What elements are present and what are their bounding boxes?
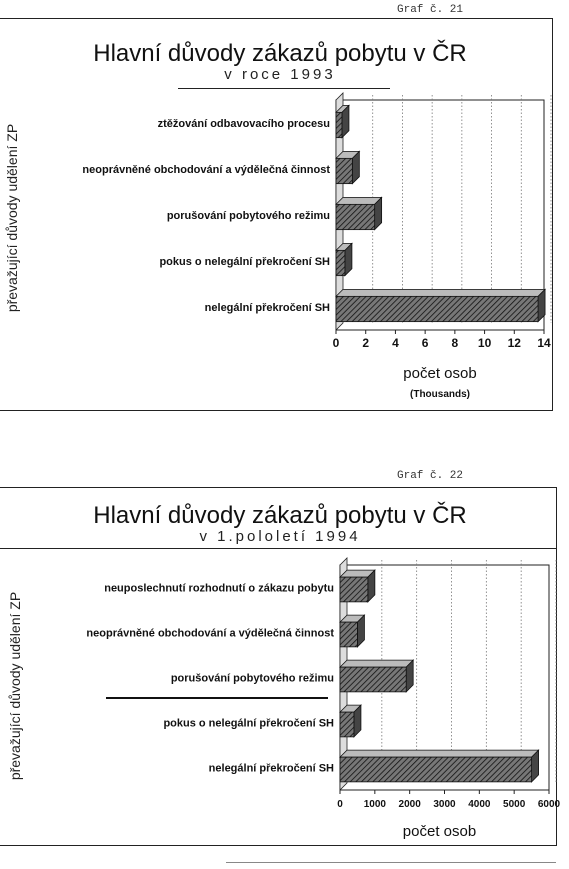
x-tick-label: 4000 — [468, 799, 491, 810]
category-label: pokus o nelegální překročení SH — [163, 717, 334, 730]
category-label: porušování pobytového režimu — [166, 210, 330, 222]
category-label: nelegální překročení SH — [208, 762, 334, 775]
y-axis-label: převažující důvody udělení ZP — [4, 123, 20, 313]
category-label: neoprávněné obchodování a výdělečná činnost — [82, 164, 330, 176]
category-label: neuposlechnutí rozhodnutí o zákazu pobytu — [104, 582, 334, 595]
category-label: ztěžování odbavovacího procesu — [157, 118, 330, 130]
x-tick-label: 12 — [507, 336, 521, 350]
graf-number-label: Graf č. 22 — [397, 470, 464, 482]
category-label: porušování pobytového režimu — [170, 672, 334, 685]
category-label: nelegální překročení SH — [204, 302, 330, 314]
category-label: neoprávněné obchodování a výdělečná činnost — [86, 627, 334, 640]
x-tick-label: 10 — [477, 336, 492, 350]
bar — [340, 577, 368, 602]
bar — [340, 757, 532, 782]
x-tick-label: 6000 — [537, 799, 561, 810]
x-tick-label: 0 — [337, 799, 343, 810]
x-tick-label: 1000 — [363, 799, 386, 810]
y-axis-label: převažující důvody udělení ZP — [7, 591, 23, 781]
x-tick-label: 14 — [537, 336, 551, 350]
page-rule — [226, 862, 556, 863]
chart-title: Hlavní důvody zákazů pobytu v ČR — [93, 502, 467, 529]
graf-number-label: Graf č. 21 — [397, 4, 464, 16]
x-tick-label: 4 — [392, 336, 399, 350]
x-tick-label: 0 — [332, 336, 340, 350]
x-tick-label: 2 — [362, 336, 370, 350]
bar — [340, 712, 354, 737]
category-label: pokus o nelegální překročení SH — [159, 256, 330, 268]
x-tick-label: 5000 — [503, 799, 526, 810]
x-tick-label: 2000 — [398, 799, 421, 810]
bar-top — [340, 660, 413, 667]
bar — [340, 622, 357, 647]
x-tick-label: 8 — [451, 336, 459, 350]
x-axis-label: počet osob — [402, 823, 477, 840]
x-tick-label: 3000 — [433, 799, 456, 810]
x-axis-unit: (Thousands) — [410, 389, 470, 400]
chart-subtitle: v 1.pololetí 1994 — [199, 528, 361, 545]
chart-title: Hlavní důvody zákazů pobytu v ČR — [93, 40, 467, 67]
x-tick-label: 6 — [421, 336, 429, 350]
bar-top — [340, 750, 539, 757]
chart-subtitle: v roce 1993 — [224, 66, 336, 83]
bar — [340, 667, 406, 692]
x-axis-label: počet osob — [403, 365, 477, 382]
